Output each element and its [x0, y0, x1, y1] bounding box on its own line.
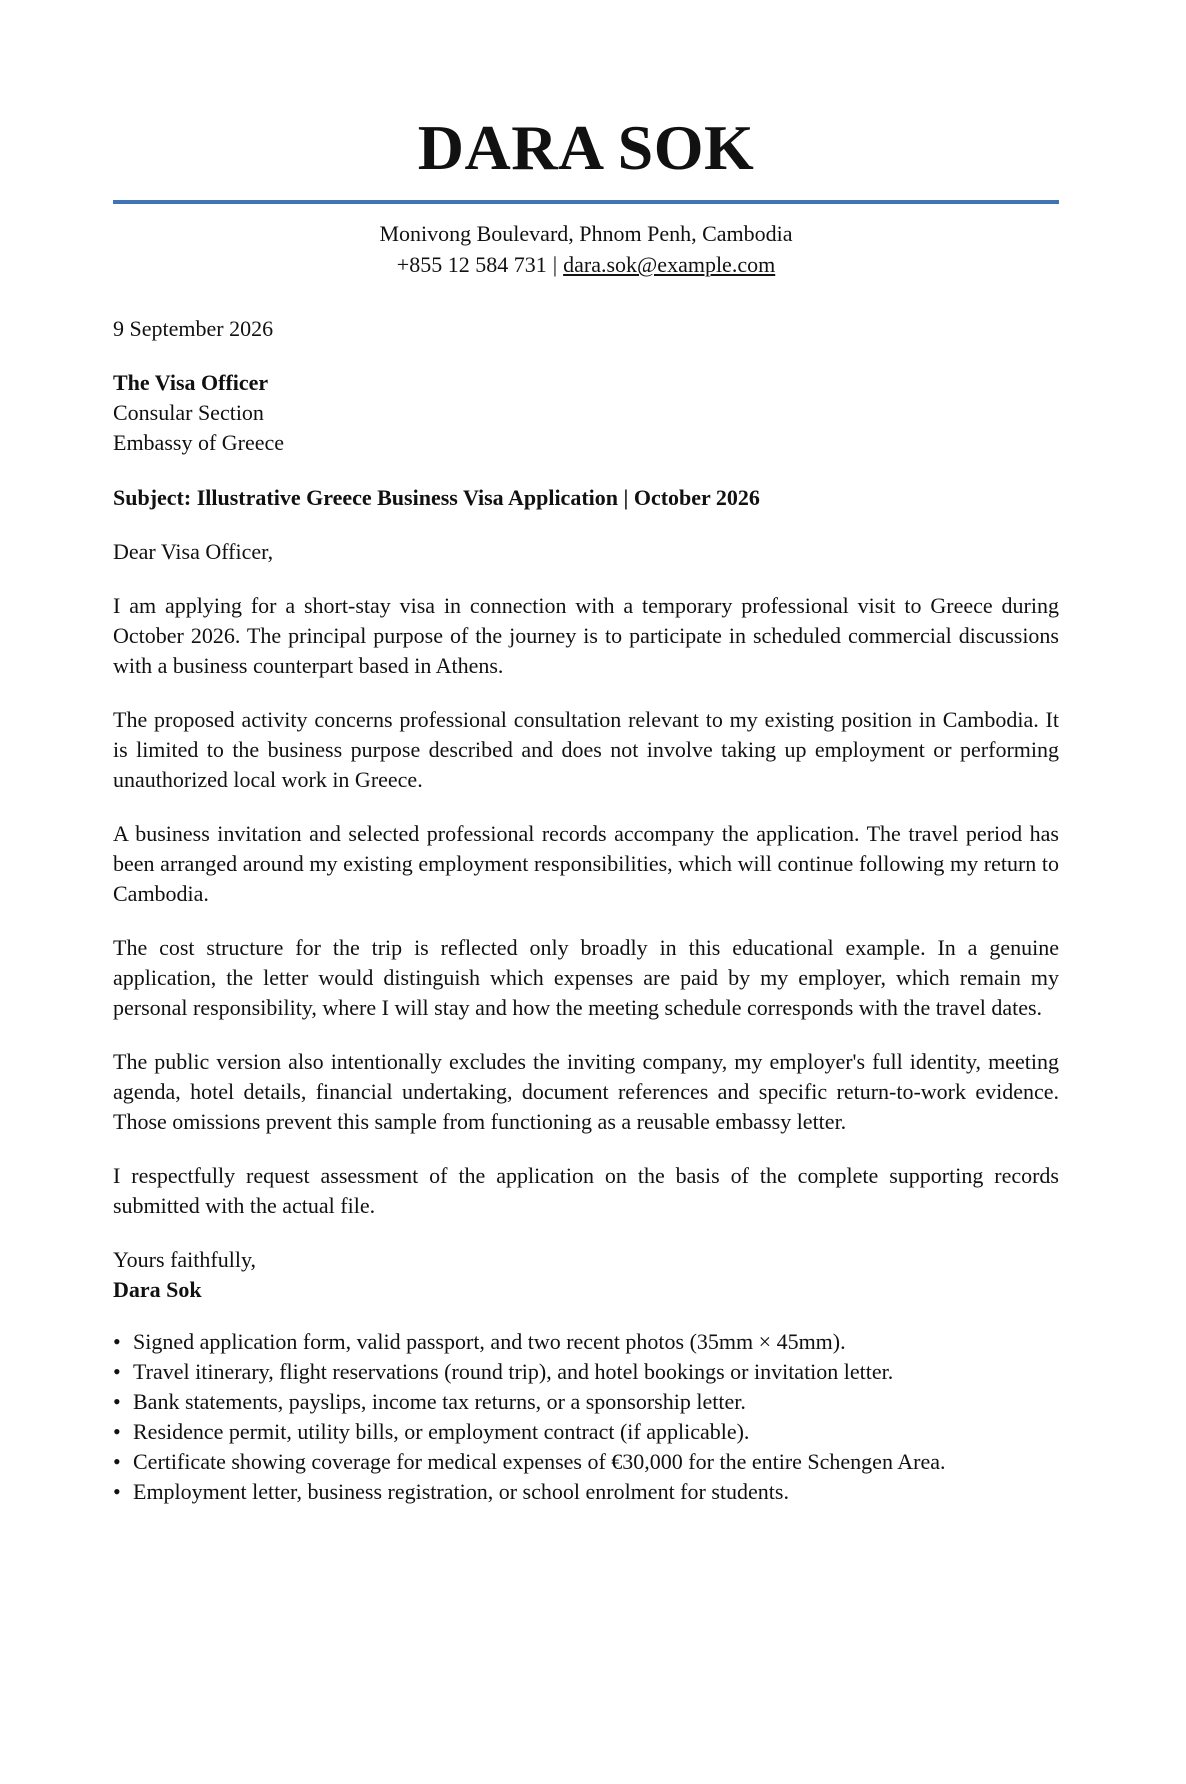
closing-block	[113, 1245, 1059, 1305]
letter-date: 9 September 2026	[113, 316, 274, 341]
checklist-item	[113, 1477, 1059, 1507]
salutation: Dear Visa Officer,	[113, 539, 274, 564]
checklist-item-text: Signed application form, valid passport, and two recent photos (35mm × 45mm).	[133, 1329, 846, 1354]
phone-email-line	[113, 249, 1059, 280]
checklist-item	[113, 1417, 1059, 1447]
document-checklist	[113, 1327, 1059, 1507]
recipient-line-2: Embassy of Greece	[113, 430, 285, 455]
checklist-item-text: Bank statements, payslips, income tax returns, or a sponsorship letter.	[133, 1389, 746, 1414]
checklist-item-text: Residence permit, utility bills, or employment contract (if applicable).	[133, 1419, 750, 1444]
body-paragraph: A business invitation and selected professional records accompany the application. The travel period has been arranged around my existing employment responsibilities, which will continue following my return to Cambodia.	[113, 821, 1059, 906]
bullet-icon: •	[113, 1329, 121, 1354]
body-paragraph: I respectfully request assessment of the application on the basis of the complete supporting records submitted with the actual file.	[113, 1163, 1059, 1218]
body-paragraph: The public version also intentionally excludes the inviting company, my employer's full identity, meeting agenda, hotel details, financial undertaking, document references and specific return-to-work evidence. Those omissions prevent this sample from functioning as a reusable embassy letter.	[113, 1049, 1059, 1134]
checklist-item	[113, 1387, 1059, 1417]
email-link[interactable]: dara.sok@example.com	[563, 252, 776, 277]
body-paragraph: The proposed activity concerns professional consultation relevant to my existing position in Cambodia. It is limited to the business purpose described and does not involve taking up employment or performing unauthorized local work in Greece.	[113, 707, 1059, 792]
recipient-line-1: Consular Section	[113, 400, 264, 425]
address-line: Monivong Boulevard, Phnom Penh, Cambodia	[379, 221, 793, 246]
bullet-icon: •	[113, 1359, 121, 1384]
letter-body	[113, 591, 1059, 1221]
body-paragraph: I am applying for a short-stay visa in connection with a temporary professional visit to Greece during October 2026. The principal purpose of the journey is to participate in scheduled commercial discussions with a business counterpart based in Athens.	[113, 593, 1059, 678]
header-rule	[113, 200, 1059, 204]
contact-block	[113, 218, 1059, 280]
applicant-name-heading: DARA SOK	[417, 112, 755, 183]
checklist-item	[113, 1447, 1059, 1477]
bullet-icon: •	[113, 1479, 121, 1504]
checklist-item-text: Employment letter, business registration, or school enrolment for students.	[133, 1479, 789, 1504]
checklist-item-text: Certificate showing coverage for medical expenses of €30,000 for the entire Schengen Area.	[133, 1449, 946, 1474]
signer-name: Dara Sok	[113, 1277, 202, 1302]
bullet-icon: •	[113, 1389, 121, 1414]
checklist-item	[113, 1327, 1059, 1357]
checklist-item	[113, 1357, 1059, 1387]
letter-page	[0, 108, 1186, 1784]
recipient-block	[113, 368, 1059, 458]
body-paragraph: The cost structure for the trip is reflected only broadly in this educational example. In a genuine application, the letter would distinguish which expenses are paid by my employer, which remain my personal responsibility, where I will stay and how the meeting schedule corresponds with the travel dates.	[113, 935, 1059, 1020]
bullet-icon: •	[113, 1449, 121, 1474]
valediction: Yours faithfully,	[113, 1247, 257, 1272]
bullet-icon: •	[113, 1419, 121, 1444]
contact-separator: |	[552, 252, 558, 277]
subject-line: Subject: Illustrative Greece Business Visa Application | October 2026	[113, 485, 760, 510]
recipient-name: The Visa Officer	[113, 370, 269, 395]
checklist-item-text: Travel itinerary, flight reservations (round trip), and hotel bookings or invitation letter.	[133, 1359, 894, 1384]
phone-number: +855 12 584 731	[396, 252, 547, 277]
